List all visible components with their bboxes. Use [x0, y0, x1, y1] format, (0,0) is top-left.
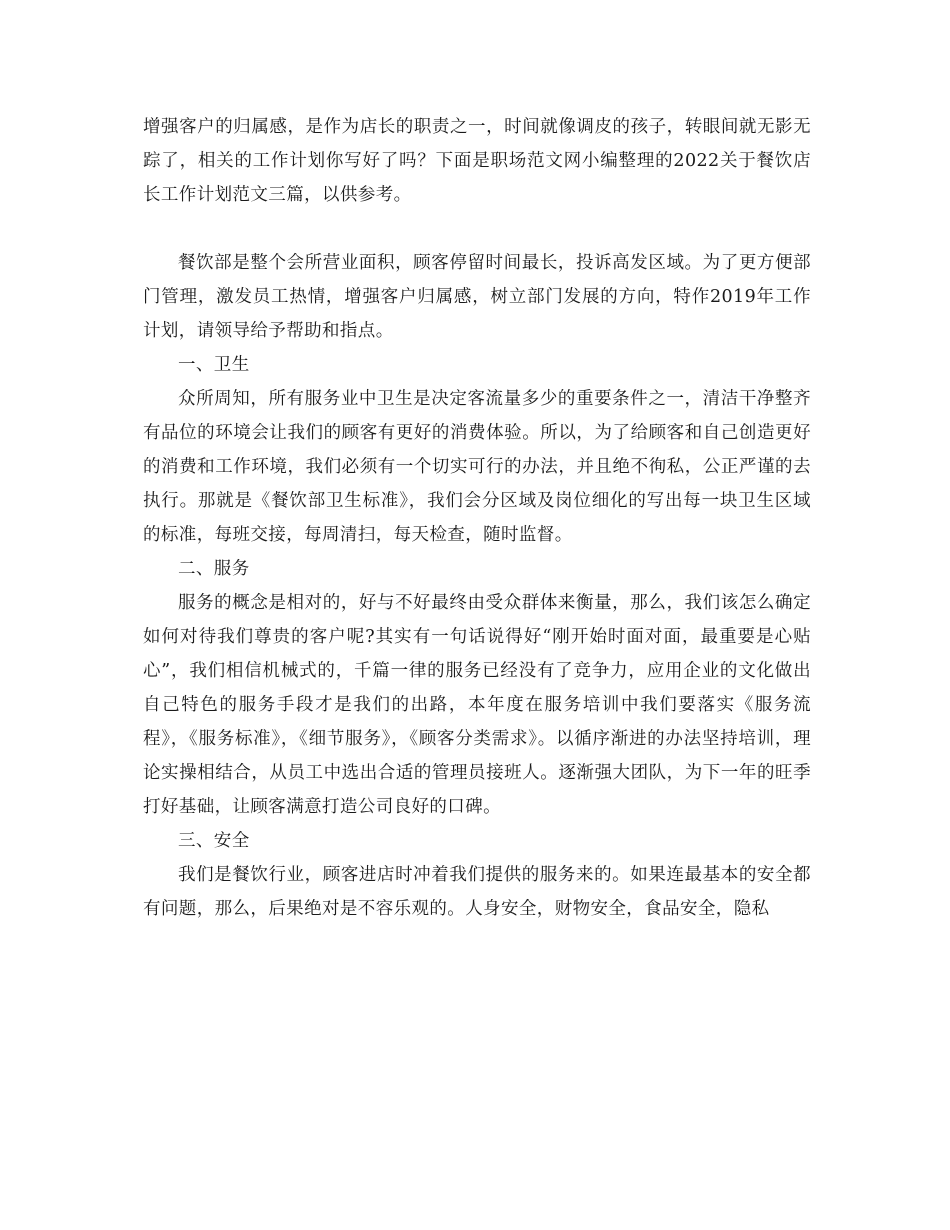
section-heading-service: 二、服务: [178, 559, 250, 579]
section-heading-hygiene: 一、卫生: [178, 355, 250, 375]
paragraph-safety: 我们是餐饮行业，顾客进店时冲着我们提供的服务来的。如果连最基本的安全都有问题，那么，后果绝对是不容乐观的。人身安全，财物安全，食品安全，隐私: [143, 865, 811, 919]
section-heading-safety: 三、安全: [178, 831, 250, 851]
document-body: [143, 110, 811, 926]
paragraph-overview: 餐饮部是整个会所营业面积，顾客停留时间最长，投诉高发区域。为了更方便部门管理，激发员工热情，增强客户归属感，树立部门发展的方向，特作2019年工作计划，请领导给予帮助和指点。: [143, 253, 811, 341]
paragraph-hygiene: 众所周知，所有服务业中卫生是决定客流量多少的重要条件之一，清洁干净整齐有品位的环境会让我们的顾客有更好的消费体验。所以，为了给顾客和自己创造更好的消费和工作环境，我们必须有一个切实可行的办法，并且绝不徇私，公正严谨的去执行。那就是《餐饮部卫生标准》，我们会分区域及岗位细化的写出每一块卫生区域的标准，每班交接，每周清扫，每天检查，随时监督。: [143, 389, 811, 545]
paragraph-service: 服务的概念是相对的，好与不好最终由受众群体来衡量，那么，我们该怎么确定如何对待我们尊贵的客户呢?其实有一句话说得好“刚开始时面对面，最重要是心贴心”，我们相信机械式的，千篇一律的服务已经没有了竞争力，应用企业的文化做出自己特色的服务手段才是我们的出路，本年度在服务培训中我们要落实《服务流程》，《服务标准》，《细节服务》，《顾客分类需求》。以循序渐进的办法坚持培训，理论实操相结合，从员工中选出合适的管理员接班人。逐渐强大团队，为下一年的旺季打好基础，让顾客满意打造公司良好的口碑。: [143, 593, 811, 817]
intro-paragraph: 增强客户的归属感，是作为店长的职责之一，时间就像调皮的孩子，转眼间就无影无踪了，相关的工作计划你写好了吗？下面是职场范文网小编整理的2022关于餐饮店长工作计划范文三篇，以供参考。: [143, 117, 811, 205]
